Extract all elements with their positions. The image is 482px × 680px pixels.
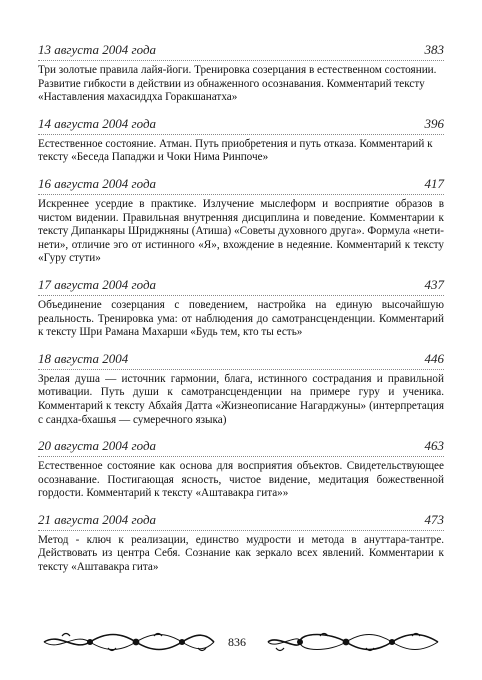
contents-entry — [38, 116, 444, 165]
entry-page: 463 — [424, 438, 444, 454]
entry-description: Зрелая душа — источник гармонии, блага, истинного сострадания и правильной мотивации. Путь души к самотрансценденции на примере гуру и ученика. Комментарий к тексту Абхайя Датта «Жизнеописание Нагарджуны» (интерпретация с сандха-бхашья — сумеречного языка) — [38, 372, 444, 426]
contents-entry — [38, 176, 444, 266]
entry-header — [38, 176, 444, 195]
entry-header — [38, 277, 444, 296]
entry-date: 14 августа 2004 года — [38, 115, 157, 131]
entry-header — [38, 42, 444, 61]
contents-entry — [38, 351, 444, 427]
page-number: 836 — [228, 635, 246, 649]
entry-header — [38, 116, 444, 135]
entry-page: 437 — [424, 276, 444, 292]
entry-page: 396 — [424, 115, 444, 131]
entry-description: Искреннее усердие в практике. Излучение мыслеформ и восприятие образов в чистом видении. Правильная внутренняя дисциплина и поведение. Комментарии к тексту Дипанкары Шриджняны (Атиша) «Советы духовного друга». Формула «нети-нети», отличие эго от истинного «Я», вхождение в недеяние. Комментарий к тексту «Гуру стути» — [38, 197, 444, 265]
page-footer — [0, 630, 482, 654]
contents-entry — [38, 512, 444, 575]
entry-page: 446 — [424, 350, 444, 366]
contents-entry — [38, 277, 444, 340]
entry-header — [38, 512, 444, 531]
entry-description: Метод - ключ к реализации, единство мудрости и метода в ануттара-тантре. Действовать из центра Себя. Сознание как зеркало всех явлений. Комментарии к тексту «Аштавакра гита» — [38, 533, 444, 574]
entry-description: Естественное состояние. Атман. Путь приобретения и путь отказа. Комментарий к тексту «Беседа Пападжи и Чоки Нима Ринпоче» — [38, 137, 433, 164]
entry-header — [38, 438, 444, 457]
contents-entry — [38, 42, 444, 105]
entry-description: Три золотые правила лайя-йоги. Тренировка созерцания в естественном состоянии. Развитие гибкости в действии из обнаженного осознавания. Комментарий тексту «Наставления махасиддха Горакшанатха» — [38, 64, 437, 104]
contents-entry — [38, 438, 444, 501]
entry-description: Объединение созерцания с поведением, настройка на единую высочайшую реальность. Тренировка ума: от наблюдения до самотрансценденции. Комментарий к тексту Шри Рамана Махарши «Будь тем, кто ты есть» — [38, 298, 444, 339]
entry-date: 17 августа 2004 года — [38, 276, 157, 292]
right-flourish-ornament — [264, 630, 442, 654]
entry-date: 18 августа 2004 — [38, 350, 129, 366]
entry-description: Естественное состояние как основа для восприятия объектов. Свидетельствующее осознавание. Постигающая ясность, чистое видение, медитация божественной гордости. Комментарий к тексту «Аштавакра гита»» — [38, 460, 444, 500]
entry-date: 21 августа 2004 года — [38, 511, 157, 527]
contents-list — [38, 42, 444, 586]
left-flourish-ornament — [40, 630, 218, 654]
entry-page: 383 — [424, 42, 444, 57]
entry-page: 417 — [424, 175, 444, 191]
entry-page: 473 — [424, 511, 444, 527]
entry-date: 16 августа 2004 года — [38, 175, 157, 191]
entry-date: 13 августа 2004 года — [38, 42, 157, 57]
entry-header — [38, 351, 444, 370]
entry-date: 20 августа 2004 года — [38, 438, 157, 454]
